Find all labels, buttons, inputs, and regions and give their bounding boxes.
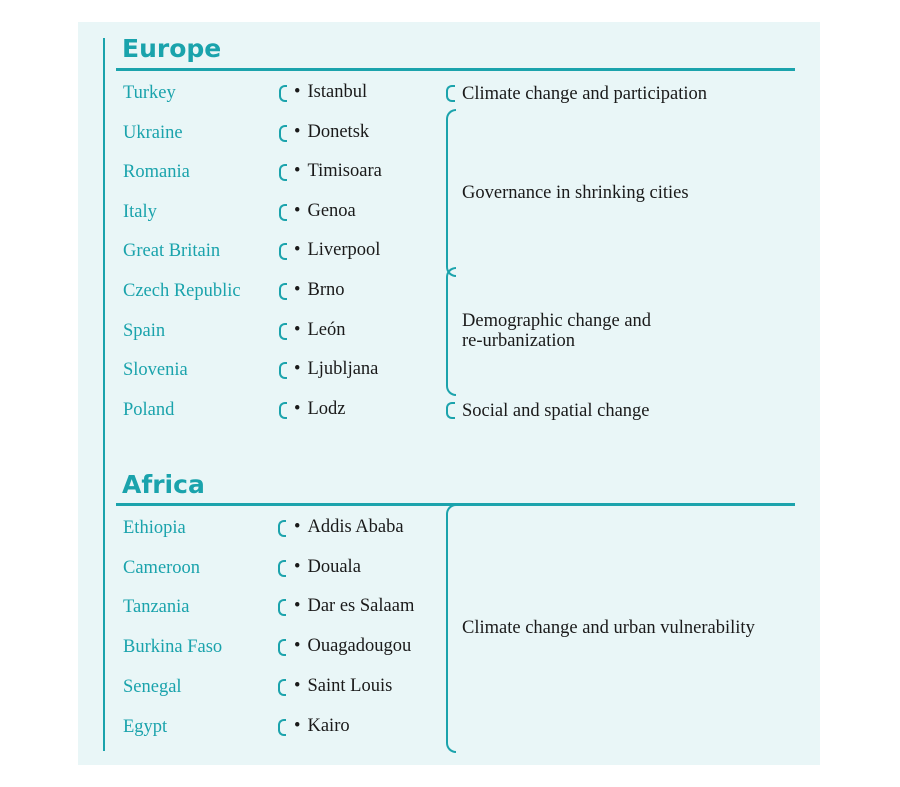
country-label: Slovenia	[123, 360, 188, 381]
region-heading-europe: Europe	[122, 34, 222, 63]
city-label: Addis Ababa	[307, 517, 404, 537]
country-label: Ukraine	[123, 122, 183, 143]
topic-bracket-icon	[446, 402, 455, 419]
city-bracket-icon	[279, 323, 287, 340]
city-item	[294, 360, 378, 379]
country-label: Burkina Faso	[123, 637, 223, 658]
topic-bracket-icon	[446, 267, 456, 396]
city-label: León	[307, 319, 346, 340]
topic-label	[462, 618, 755, 638]
country-label: Turkey	[123, 83, 176, 103]
bullet-icon: •	[294, 359, 301, 380]
city-label: Liverpool	[307, 240, 381, 261]
bullet-icon: •	[294, 398, 301, 419]
bullet-icon: •	[294, 240, 301, 261]
region-heading-africa: Africa	[122, 470, 205, 499]
city-label: Timisoara	[307, 161, 382, 182]
topic-bracket-icon	[446, 85, 455, 102]
city-item	[294, 677, 392, 696]
city-bracket-icon	[278, 639, 286, 656]
city-bracket-icon	[278, 719, 286, 736]
country-label: Romania	[123, 162, 190, 183]
city-bracket-icon	[279, 164, 287, 181]
bullet-icon: •	[294, 715, 301, 736]
country-label: Cameroon	[123, 557, 201, 578]
bullet-icon: •	[294, 200, 301, 221]
city-label: Ljubljana	[307, 359, 379, 380]
topic-line: Climate change and participation	[462, 84, 708, 104]
topic-line: re-urbanization	[462, 330, 575, 351]
topic-bracket-icon	[446, 504, 456, 753]
country-label: Spain	[123, 320, 166, 341]
topic-line: Climate change and urban vulnerability	[462, 618, 755, 639]
city-bracket-icon	[278, 599, 286, 616]
bullet-icon: •	[294, 675, 301, 696]
topic-bracket-icon	[446, 109, 456, 278]
city-bracket-icon	[278, 520, 286, 537]
city-label: Genoa	[307, 200, 356, 221]
city-item	[294, 162, 382, 181]
city-bracket-icon	[279, 283, 287, 300]
city-item	[294, 518, 404, 537]
city-bracket-icon	[278, 679, 286, 696]
country-label: Italy	[123, 201, 157, 222]
city-item	[294, 281, 344, 300]
city-label: Lodz	[307, 398, 346, 419]
city-bracket-icon	[279, 402, 287, 419]
city-item	[294, 241, 380, 260]
topic-label	[462, 401, 650, 421]
city-bracket-icon	[279, 125, 287, 142]
city-label: Kairo	[307, 715, 350, 736]
bullet-icon: •	[294, 280, 301, 300]
country-label: Poland	[123, 399, 175, 420]
topic-label	[462, 183, 689, 203]
city-bracket-icon	[279, 85, 287, 102]
city-item	[294, 558, 361, 577]
city-label: Brno	[307, 280, 345, 300]
city-item	[294, 202, 356, 221]
bullet-icon: •	[294, 596, 301, 617]
country-label: Great Britain	[123, 241, 221, 262]
city-bracket-icon	[279, 204, 287, 221]
country-label: Czech Republic	[123, 281, 241, 301]
city-item	[294, 400, 346, 419]
city-bracket-icon	[279, 362, 287, 379]
country-label: Senegal	[123, 676, 182, 697]
city-label: Ouagadougou	[307, 636, 412, 657]
city-item	[294, 83, 367, 102]
topic-label	[462, 311, 651, 351]
city-label: Donetsk	[307, 121, 370, 142]
region-rule-europe	[116, 68, 795, 71]
topic-line: Governance in shrinking cities	[462, 183, 689, 203]
bullet-icon: •	[294, 319, 301, 340]
bullet-icon: •	[294, 82, 301, 102]
city-label: Douala	[307, 556, 361, 577]
topic-line: Demographic change and	[462, 310, 652, 331]
city-item	[294, 123, 369, 142]
city-bracket-icon	[278, 560, 286, 577]
country-label: Egypt	[123, 716, 168, 737]
bullet-icon: •	[294, 636, 301, 657]
left-vertical-rule	[103, 38, 105, 751]
city-label: Saint Louis	[307, 675, 393, 696]
country-label: Tanzania	[123, 597, 190, 618]
city-item	[294, 597, 414, 616]
bullet-icon: •	[294, 556, 301, 577]
bullet-icon: •	[294, 161, 301, 182]
city-item	[294, 637, 411, 656]
bullet-icon: •	[294, 121, 301, 142]
topic-line: Social and spatial change	[462, 400, 650, 421]
city-bracket-icon	[279, 243, 287, 260]
city-item	[294, 321, 346, 340]
city-item	[294, 717, 350, 736]
topic-label	[462, 84, 707, 104]
city-label: Dar es Salaam	[307, 596, 415, 617]
country-label: Ethiopia	[123, 518, 186, 538]
bullet-icon: •	[294, 517, 301, 537]
city-label: Istanbul	[307, 82, 368, 102]
